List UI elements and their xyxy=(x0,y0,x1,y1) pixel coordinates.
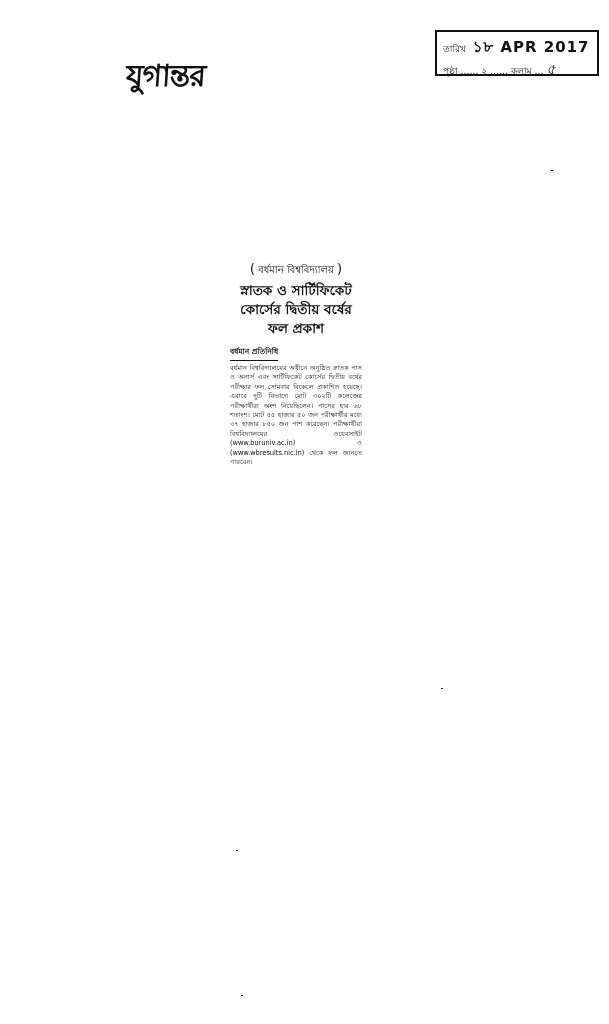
article-body: বর্ধমান বিশ্ববিদ্যালয়ের অধীনে অনুষ্ঠিত স্নাতক পাস ও অনার্স এবং সার্টিফিকেট কোর্সের দ্বিতীয় বর্ষের পরীক্ষার ফল সোমবার বিকেলে প্রকাশিত হয়েছে। এবারে দুটি বিভাগে মোট ৩০২টি কলেজের পরীক্ষার্থীরা অংশ নিয়েছিলেন। পাসের হার ৬৮ শতাংশ। মোট ৫৫ হাজার ৫০ জন পরীক্ষার্থীর মধ্যে ৩৭ হাজার ৮৫০ জন পাশ করেছেন। পরীক্ষার্থীরা বিশ্ববিদ্যালয়ের ওয়েবসাইট (www.buruniv.ac.in) ও (www.wbresults.nic.in) থেকে ফল জানতে পারবেন। xyxy=(230,364,362,467)
article-kicker-text: বর্ধমান বিশ্ববিদ্যালয় xyxy=(258,265,334,276)
scan-speck xyxy=(441,688,443,689)
article-kicker: ( বর্ধমান বিশ্ববিদ্যালয় ) xyxy=(249,262,343,277)
stamp-column-value: ৫ xyxy=(546,62,556,78)
news-clipping xyxy=(230,262,362,467)
scan-speck xyxy=(236,850,238,851)
stamp-page-label: পৃষ্ঠা xyxy=(443,67,458,77)
scan-speck xyxy=(551,170,553,171)
article-byline: বর্ধমান প্রতিনিধি xyxy=(230,347,278,361)
stamp-date-value: ১৮ APR 2017 xyxy=(472,38,590,56)
clipping-stamp xyxy=(435,30,599,76)
stamp-date-label: তারিখ xyxy=(443,45,466,55)
article-headline: স্নাতক ও সার্টিফিকেট কোর্সের দ্বিতীয় বর্ষের ফল প্রকাশ xyxy=(240,283,352,337)
newspaper-masthead: যুগান্তর xyxy=(124,59,207,94)
stamp-page-row: পৃষ্ঠা …… ২ …… কলাম … ৫ xyxy=(443,62,556,78)
stamp-page-value: ২ xyxy=(481,67,488,77)
stamp-column-label: কলাম xyxy=(510,67,532,77)
scan-speck xyxy=(241,995,243,996)
